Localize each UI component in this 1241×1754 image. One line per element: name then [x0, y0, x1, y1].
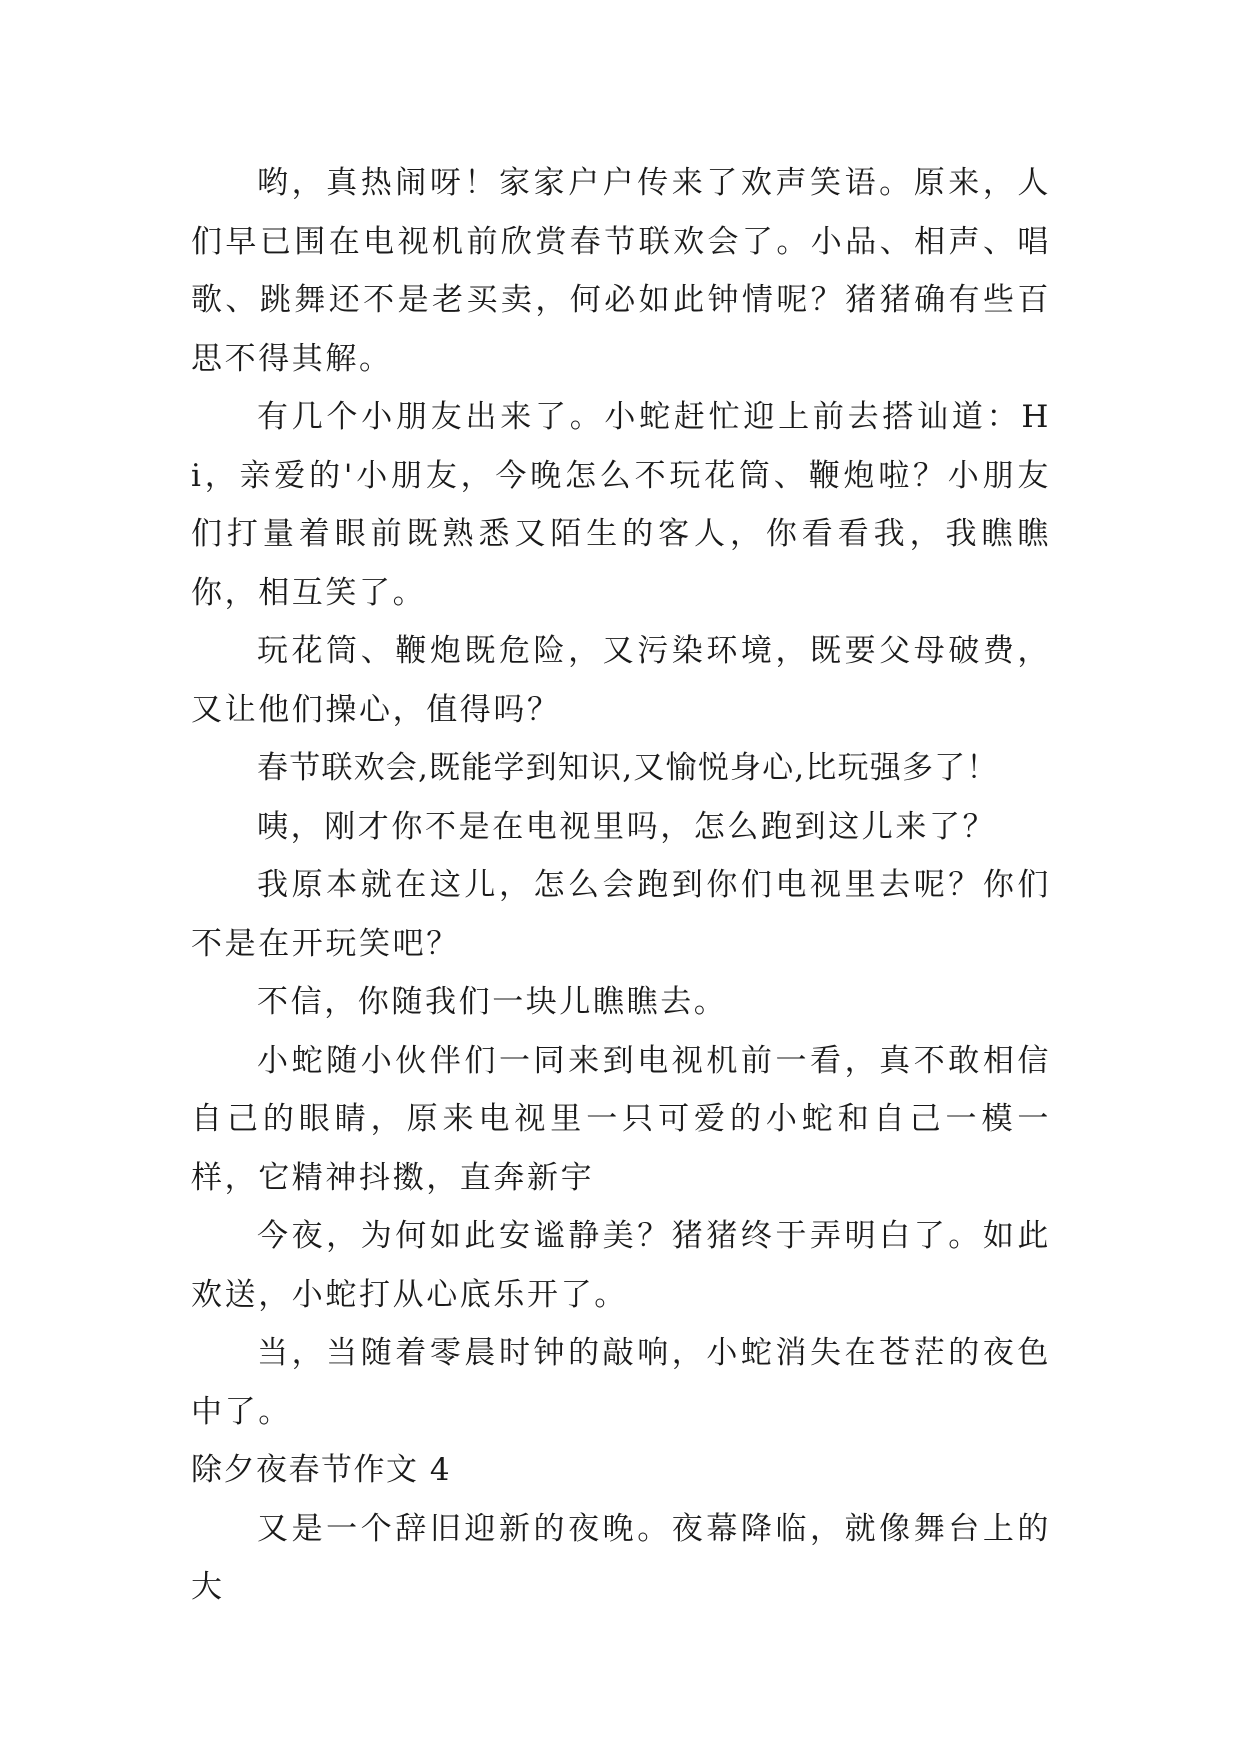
- paragraph: 当，当随着零晨时钟的敲响，小蛇消失在苍茫的夜色中了。: [191, 1335, 1051, 1430]
- paragraph: 玩花筒、鞭炮既危险，又污染环境，既要父母破费，又让他们操心，值得吗？: [191, 633, 1051, 728]
- paragraph: 小蛇随小伙伴们一同来到电视机前一看，真不敢相信自己的眼睛，原来电视里一只可爱的小蛇和自己一模一样，它精神抖擞，直奔新宇: [191, 1042, 1051, 1196]
- paragraph: 哟，真热闹呀！家家户户传来了欢声笑语。原来，人们早已围在电视机前欣赏春节联欢会了。小品、相声、唱歌、跳舞还不是老买卖，何必如此钟情呢？猪猪确有些百思不得其解。: [191, 165, 1051, 377]
- paragraph: 春节联欢会,既能学到知识,又愉悦身心,比玩强多了！: [257, 750, 999, 786]
- paragraph: 我原本就在这儿，怎么会跑到你们电视里去呢？你们不是在开玩笑吧？: [191, 867, 1051, 962]
- paragraph: 今夜，为何如此安谧静美？猪猪终于弄明白了。如此欢送，小蛇打从心底乐开了。: [191, 1218, 1051, 1313]
- paragraph: 不信，你随我们一块儿瞧瞧去。: [257, 984, 728, 1020]
- paragraph: 又是一个辞旧迎新的夜晚。夜幕降临，就像舞台上的大: [191, 1510, 1051, 1605]
- paragraph: 有几个小朋友出来了。小蛇赶忙迎上前去搭讪道：Hi，亲爱的'小朋友，今晚怎么不玩花筒、鞭炮啦？小朋友们打量着眼前既熟悉又陌生的客人，你看看我，我瞧瞧你，相互笑了。: [191, 399, 1051, 611]
- document-body: [191, 154, 1051, 1617]
- paragraph: 咦，刚才你不是在电视里吗，怎么跑到这儿来了？: [257, 808, 997, 845]
- section-heading: 除夕夜春节作文 4: [191, 1452, 452, 1488]
